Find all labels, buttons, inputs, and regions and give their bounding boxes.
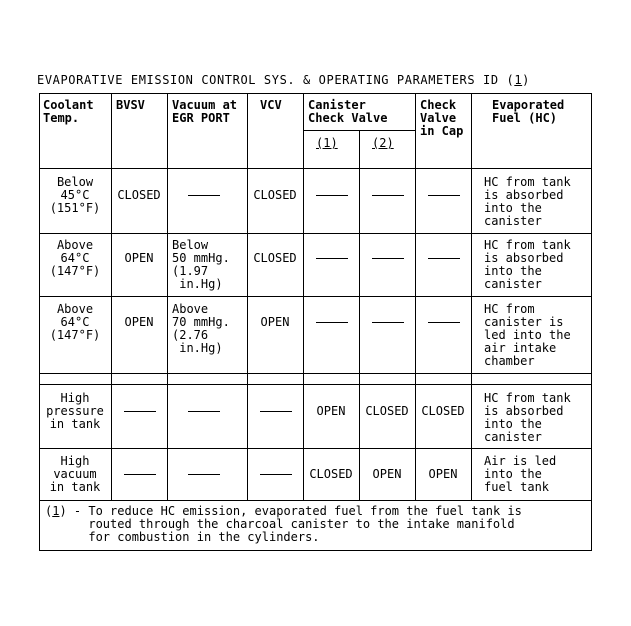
header-evaporated-fuel: Evaporated Fuel (HC)	[492, 98, 565, 125]
row5-can1: CLOSED	[309, 467, 353, 481]
row2-vacuum: Below 50 mmHg. (1.97 in.Hg)	[172, 238, 230, 291]
header-vacuum-egr: Vacuum at EGR PORT	[172, 98, 238, 125]
parameters-table	[39, 93, 592, 551]
row5-cap: OPEN	[428, 467, 458, 481]
row4-cap: CLOSED	[421, 404, 465, 418]
row2-coolant: Above 64°C (147°F)	[49, 238, 101, 278]
row1-hc: HC from tank is absorbed into the canister	[484, 175, 571, 228]
footnote: (1) - To reduce HC emission, evaporated fuel from the fuel tank is routed through the charcoal canister to the intake manifold for combustion in the cylinders.	[45, 504, 522, 544]
table-title	[37, 73, 530, 87]
title-text: EVAPORATIVE EMISSION CONTROL SYS. & OPERATING PARAMETERS ID (	[37, 73, 515, 87]
row1-vacuum-dash	[188, 195, 220, 196]
row2-vcv: CLOSED	[253, 251, 297, 265]
header-coolant-temp: Coolant Temp.	[43, 98, 94, 125]
row3-cap-dash	[428, 322, 460, 323]
row3-bvsv: OPEN	[124, 315, 154, 329]
header-canister-sub-2: (2)	[372, 136, 394, 150]
row1-cap-dash	[428, 195, 460, 196]
row4-can2: CLOSED	[365, 404, 409, 418]
row2-bvsv: OPEN	[124, 251, 154, 265]
header-canister-sub-1: (1)	[316, 136, 338, 150]
header-vcv: VCV	[260, 98, 282, 112]
row3-can2-dash	[372, 322, 404, 323]
row3-vcv: OPEN	[260, 315, 290, 329]
row5-bvsv-dash	[124, 474, 156, 475]
row1-bvsv: CLOSED	[117, 188, 161, 202]
header-check-valve-in-cap: Check Valve in Cap	[420, 98, 464, 138]
row5-vacuum-dash	[188, 474, 220, 475]
row5-coolant: High vacuum in tank	[49, 454, 101, 494]
title-close: )	[522, 73, 530, 87]
row4-vcv-dash	[260, 411, 292, 412]
footnote-text: - To reduce HC emission, evaporated fuel from the fuel tank is routed through the charcoal canister to the intake manifold for combustion in the cylinders.	[73, 504, 522, 544]
row3-can1-dash	[316, 322, 348, 323]
row2-cap-dash	[428, 258, 460, 259]
row5-can2: OPEN	[372, 467, 402, 481]
row3-hc: HC from canister is led into the air intake chamber	[484, 302, 571, 368]
row4-hc: HC from tank is absorbed into the canister	[484, 391, 571, 444]
header-bvsv: BVSV	[116, 98, 145, 112]
row1-can2-dash	[372, 195, 404, 196]
row4-vacuum-dash	[188, 411, 220, 412]
footnote-ref: 1	[52, 504, 60, 518]
row4-coolant: High pressure in tank	[46, 391, 104, 431]
row4-can1: OPEN	[316, 404, 346, 418]
row1-vcv: CLOSED	[253, 188, 297, 202]
header-canister-check-valve: Canister Check Valve	[308, 98, 388, 125]
title-footnote-ref: 1	[514, 73, 523, 87]
row5-vcv-dash	[260, 474, 292, 475]
row3-vacuum: Above 70 mmHg. (2.76 in.Hg)	[172, 302, 230, 355]
row2-can2-dash	[372, 258, 404, 259]
row4-bvsv-dash	[124, 411, 156, 412]
row1-coolant: Below 45°C (151°F)	[49, 175, 101, 215]
row2-can1-dash	[316, 258, 348, 259]
row3-coolant: Above 64°C (147°F)	[49, 302, 101, 342]
row2-hc: HC from tank is absorbed into the canister	[484, 238, 571, 291]
row1-can1-dash	[316, 195, 348, 196]
row5-hc: Air is led into the fuel tank	[484, 454, 557, 494]
